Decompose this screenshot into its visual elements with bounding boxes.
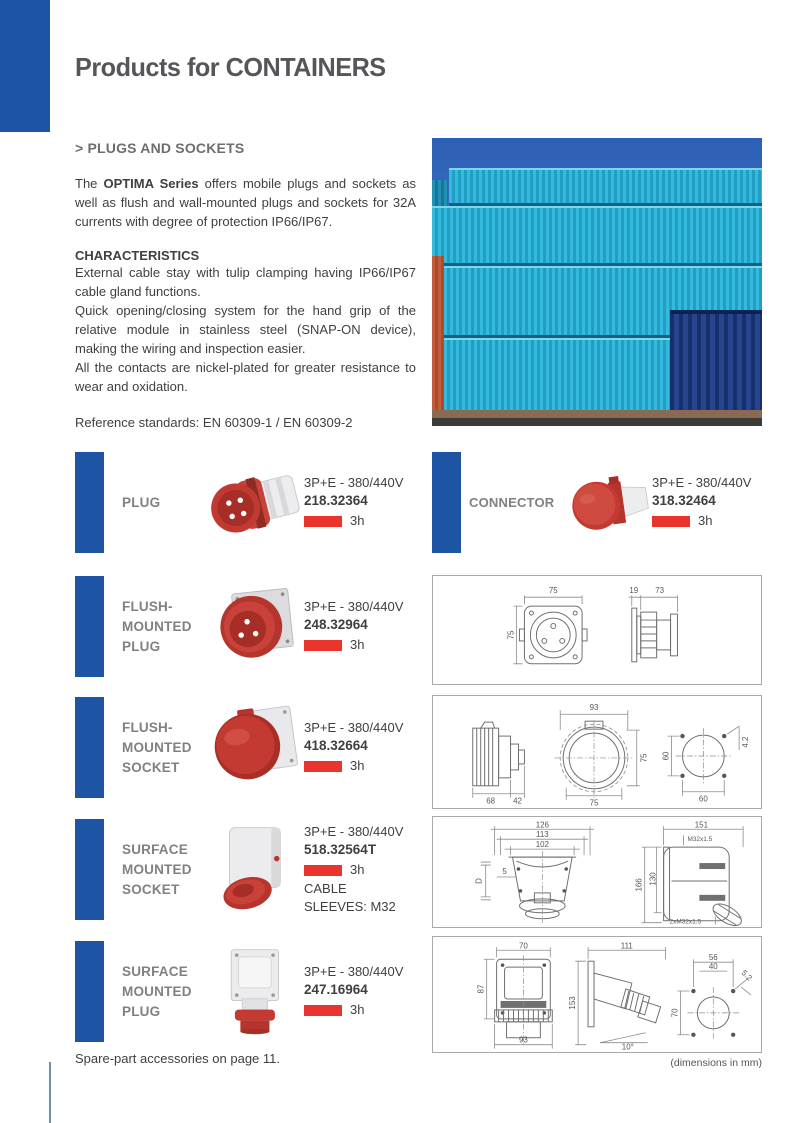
page-title: Products for CONTAINERS [75, 52, 386, 82]
cable-sleeves-note: SLEEVES: M32 [304, 899, 396, 914]
reference-standards: Reference standards: EN 60309-1 / EN 60309-2 [75, 415, 353, 430]
container-row [449, 168, 762, 206]
dim-label: 126 [535, 820, 549, 830]
spec-voltage: 3P+E - 380/440V [304, 475, 404, 490]
clock-position: 3h [698, 513, 713, 528]
product-photo-surface-socket [204, 819, 304, 920]
product-photo-flush-plug [204, 576, 304, 677]
photo-ground [432, 410, 762, 418]
dim-label: 60 [661, 751, 671, 761]
blue-marker-bar [432, 452, 461, 553]
product-row-flush-socket [75, 697, 416, 798]
dim-label: 93 [589, 703, 599, 713]
part-number: 218.32364 [304, 493, 368, 508]
dim-label: 42 [513, 796, 522, 806]
spec-voltage: 3P+E - 380/440V [304, 599, 404, 614]
dim-label: 10° [621, 1042, 634, 1052]
product-name-line: SURFACE [122, 841, 188, 857]
product-photo-connector [564, 452, 652, 553]
clock-position: 3h [350, 862, 365, 877]
characteristics-heading: CHARACTERISTICS [75, 248, 200, 263]
blue-marker-bar [75, 452, 104, 553]
connector-illustration [564, 452, 652, 553]
earth-position-bar [652, 516, 690, 527]
product-spec [304, 819, 416, 920]
earth-position-bar [304, 761, 342, 772]
product-name [122, 819, 204, 920]
spec-voltage: 3P+E - 380/440V [652, 475, 752, 490]
intro-text-post: offers mobile plugs and sockets as well as flush and wall-mounted plugs and sockets for 32A currents with degree of protection IP66/IP67. [75, 176, 417, 229]
dim-label: 93 [519, 1035, 528, 1045]
spec-voltage: 3P+E - 380/440V [304, 964, 404, 979]
product-spec [304, 576, 416, 677]
product-spec [652, 452, 762, 553]
navy-container [670, 310, 762, 418]
dim-label: 68 [486, 796, 496, 806]
intro-column [75, 140, 416, 432]
surface-plug-illustration [204, 941, 304, 1042]
dim-label: 151 [694, 820, 708, 830]
surface-plug-drawing [433, 937, 761, 1052]
part-number: 247.16964 [304, 982, 368, 997]
product-name-line: SOCKET [122, 759, 180, 775]
product-row-surface-plug [75, 941, 416, 1042]
dim-label: 153 [568, 996, 578, 1010]
dim-label: 73 [655, 586, 665, 596]
section-heading: > PLUGS AND SOCKETS [75, 140, 245, 156]
plug-illustration [204, 452, 304, 553]
flush-plug-illustration [204, 576, 304, 677]
dim-label: 60 [698, 794, 708, 804]
product-name [122, 697, 204, 798]
part-number: 248.32964 [304, 617, 368, 632]
cable-sleeves-note: CABLE [304, 881, 347, 896]
product-row-flush-plug [75, 576, 416, 677]
dim-label: 40 [708, 962, 718, 972]
blue-marker-bar [75, 576, 104, 677]
product-name-line: SURFACE [122, 963, 188, 979]
product-row-surface-socket [75, 819, 416, 920]
surface-socket-illustration [204, 819, 304, 920]
product-name-line: MOUNTED [122, 739, 192, 755]
product-name-line: PLUG [122, 494, 161, 510]
product-name-line: CONNECTOR [469, 494, 555, 510]
product-name-line: FLUSH- [122, 719, 173, 735]
footer-margin-rule [49, 1062, 51, 1123]
product-photo-surface-plug [204, 941, 304, 1042]
part-number: 518.32564T [304, 842, 377, 857]
intro-paragraph [75, 174, 416, 231]
product-name-line: PLUG [122, 1003, 161, 1019]
product-name [122, 452, 204, 553]
dim-label: 70 [670, 1008, 680, 1018]
tech-drawing-flush-plug [432, 575, 762, 685]
earth-position-bar [304, 865, 342, 876]
dim-label: 75 [548, 586, 558, 596]
flush-socket-illustration [204, 697, 304, 798]
dim-label: 5 [502, 866, 507, 876]
product-photo-plug [204, 452, 304, 553]
characteristic-line: External cable stay with tulip clamping having IP66/IP67 cable gland functions. [75, 265, 416, 299]
product-name [122, 576, 204, 677]
characteristic-line: All the contacts are nickel-plated for greater resistance to wear and oxidation. [75, 360, 416, 394]
blue-marker-bar [75, 697, 104, 798]
product-spec [304, 452, 416, 553]
dim-label: 70 [519, 941, 528, 951]
dim-label: 5.2 [739, 968, 754, 983]
flush-socket-drawing [433, 696, 761, 808]
product-name-line: MOUNTED [122, 861, 192, 877]
product-name-line: FLUSH- [122, 598, 173, 614]
dim-label: 19 [629, 586, 639, 596]
earth-position-bar [304, 1005, 342, 1016]
product-row-plug [75, 452, 416, 553]
dim-label: 4.2 [741, 736, 751, 748]
dim-label: 2xM32x1.5 [669, 918, 702, 926]
product-name [122, 941, 204, 1042]
product-name-line: MOUNTED [122, 983, 192, 999]
dim-label: 111 [620, 941, 633, 951]
dim-label: 166 [634, 878, 644, 892]
container-row [432, 206, 762, 266]
part-number: 418.32664 [304, 738, 368, 753]
surface-socket-drawing [433, 817, 761, 927]
blue-marker-bar [75, 819, 104, 920]
flush-plug-drawing [433, 576, 761, 684]
spec-voltage: 3P+E - 380/440V [304, 824, 404, 839]
product-name-line: MOUNTED [122, 618, 192, 634]
containers-photo [432, 138, 762, 426]
product-spec [304, 697, 416, 798]
dim-label: 113 [536, 830, 549, 840]
spec-voltage: 3P+E - 380/440V [304, 720, 404, 735]
dimensions-note: (dimensions in mm) [670, 1057, 762, 1069]
dim-label: 56 [708, 953, 718, 963]
characteristic-line: Quick opening/closing system for the hand grip of the relative module in stainless steel (SNAP-ON device), making the wiring and inspection easier. [75, 303, 416, 356]
product-name-line: PLUG [122, 638, 161, 654]
dim-label: 102 [535, 840, 549, 850]
clock-position: 3h [350, 637, 365, 652]
spare-parts-note: Spare-part accessories on page 11. [75, 1051, 280, 1066]
product-name [469, 452, 564, 553]
container-edge-orange [432, 256, 444, 418]
dim-label: 130 [648, 872, 658, 886]
tech-drawing-surface-plug [432, 936, 762, 1053]
dim-label: 87 [476, 984, 486, 994]
dim-label: 75 [639, 753, 649, 763]
tech-drawing-flush-socket [432, 695, 762, 809]
dim-label: 75 [589, 798, 599, 808]
product-photo-flush-socket [204, 697, 304, 798]
product-row-connector [432, 452, 762, 553]
dim-label: D [474, 878, 484, 884]
product-spec [304, 941, 416, 1042]
tech-drawing-surface-socket [432, 816, 762, 928]
corner-accent-block [0, 0, 50, 132]
clock-position: 3h [350, 758, 365, 773]
dim-label: M32x1.5 [687, 836, 713, 844]
part-number: 318.32464 [652, 493, 716, 508]
clock-position: 3h [350, 1002, 365, 1017]
earth-position-bar [304, 640, 342, 651]
blue-marker-bar [75, 941, 104, 1042]
clock-position: 3h [350, 513, 365, 528]
earth-position-bar [304, 516, 342, 527]
dim-label: 75 [506, 630, 516, 640]
product-name-line: SOCKET [122, 881, 180, 897]
photo-road [432, 418, 762, 426]
intro-series-name: OPTIMA Series [103, 176, 199, 191]
intro-text-pre: The [75, 176, 104, 191]
